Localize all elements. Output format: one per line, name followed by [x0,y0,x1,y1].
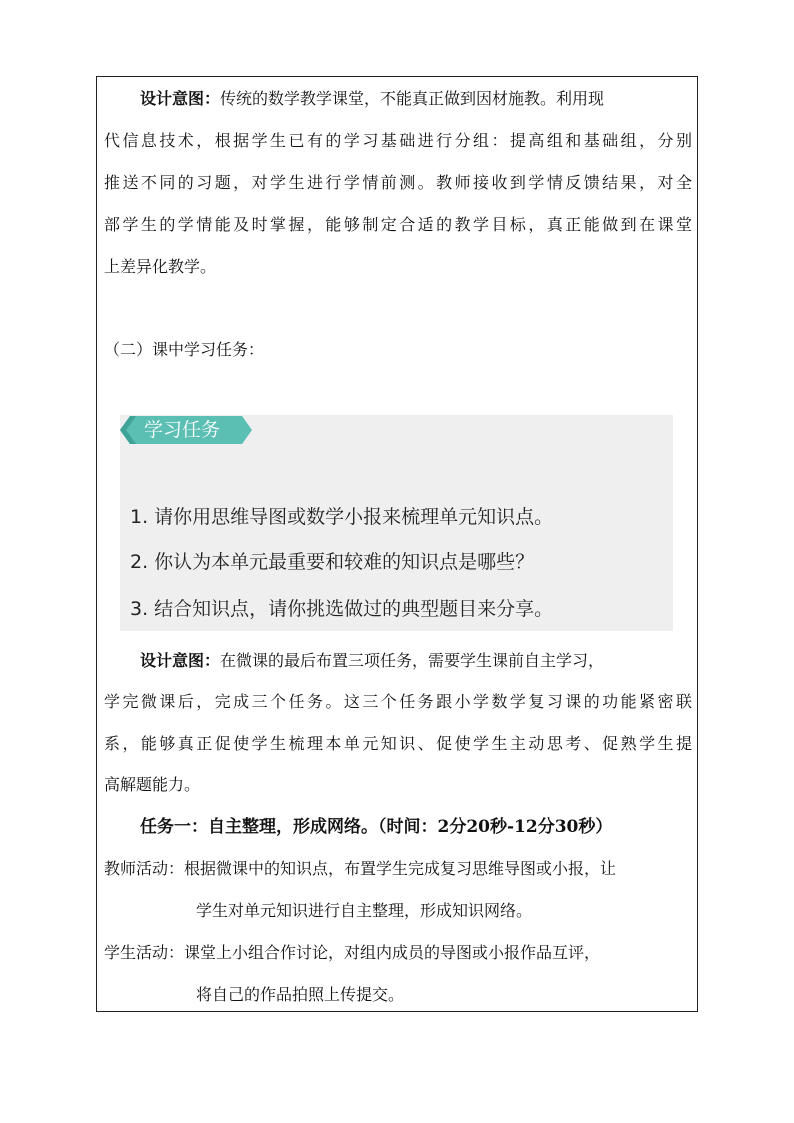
intent2-label: 设计意图： [140,651,221,670]
student-activity-text-1: 课堂上小组合作讨论，对组内成员的导图或小报作品互评， [184,943,601,962]
task-item-2: 2. 你认为本单元最重要和较难的知识点是哪些？ [130,551,535,573]
intent1-line-5: 上差异化教学。 [104,257,217,276]
intent1-line-2: 代信息技术，根据学生已有的学习基础进行分组：提高组和基础组，分别 [104,131,692,150]
intent2-line-4: 高解题能力。 [104,775,201,794]
intent2-line-2: 学完微课后，完成三个任务。这三个任务跟小学数学复习课的功能紧密联 [104,692,692,711]
task-item-1: 1. 请你用思维导图或数学小报来梳理单元知识点。 [130,506,554,528]
intent1-line-1 [140,89,692,109]
intent2-text-1: 在微课的最后布置三项任务，需要学生课前自主学习， [220,651,605,670]
intent2-line-1 [140,651,692,671]
task-item-3: 3. 结合知识点，请你挑选做过的典型题目来分享。 [130,598,554,620]
task1-title: 任务一：自主整理，形成网络。（时间：2分20秒-12分30秒） [140,817,613,837]
teacher-activity-label: 教师活动： [104,859,185,878]
teacher-activity-line-1 [104,859,692,879]
intent1-label: 设计意图： [140,89,221,108]
student-activity-line-1 [104,943,692,963]
intent1-text-1: 传统的数学教学课堂，不能真正做到因材施教。利用现 [220,89,605,108]
intent2-line-3: 系，能够真正促使学生梳理本单元知识、促使学生主动思考、促熟学生提 [104,734,692,753]
student-activity-label: 学生活动： [104,943,185,962]
intent1-line-4: 部学生的学情能及时掌握，能够制定合适的教学目标，真正能做到在课堂 [104,215,692,234]
intent1-line-3: 推送不同的习题，对学生进行学情前测。教师接收到学情反馈结果，对全 [104,173,692,192]
student-activity-line-2: 将自己的作品拍照上传提交。 [196,985,405,1004]
section-heading: （二）课中学习任务： [104,340,265,359]
task-banner-label: 学习任务 [144,419,221,441]
teacher-activity-line-2: 学生对单元知识进行自主整理，形成知识网络。 [196,901,533,920]
teacher-activity-text-1: 根据微课中的知识点，布置学生完成复习思维导图或小报，让 [184,859,617,878]
